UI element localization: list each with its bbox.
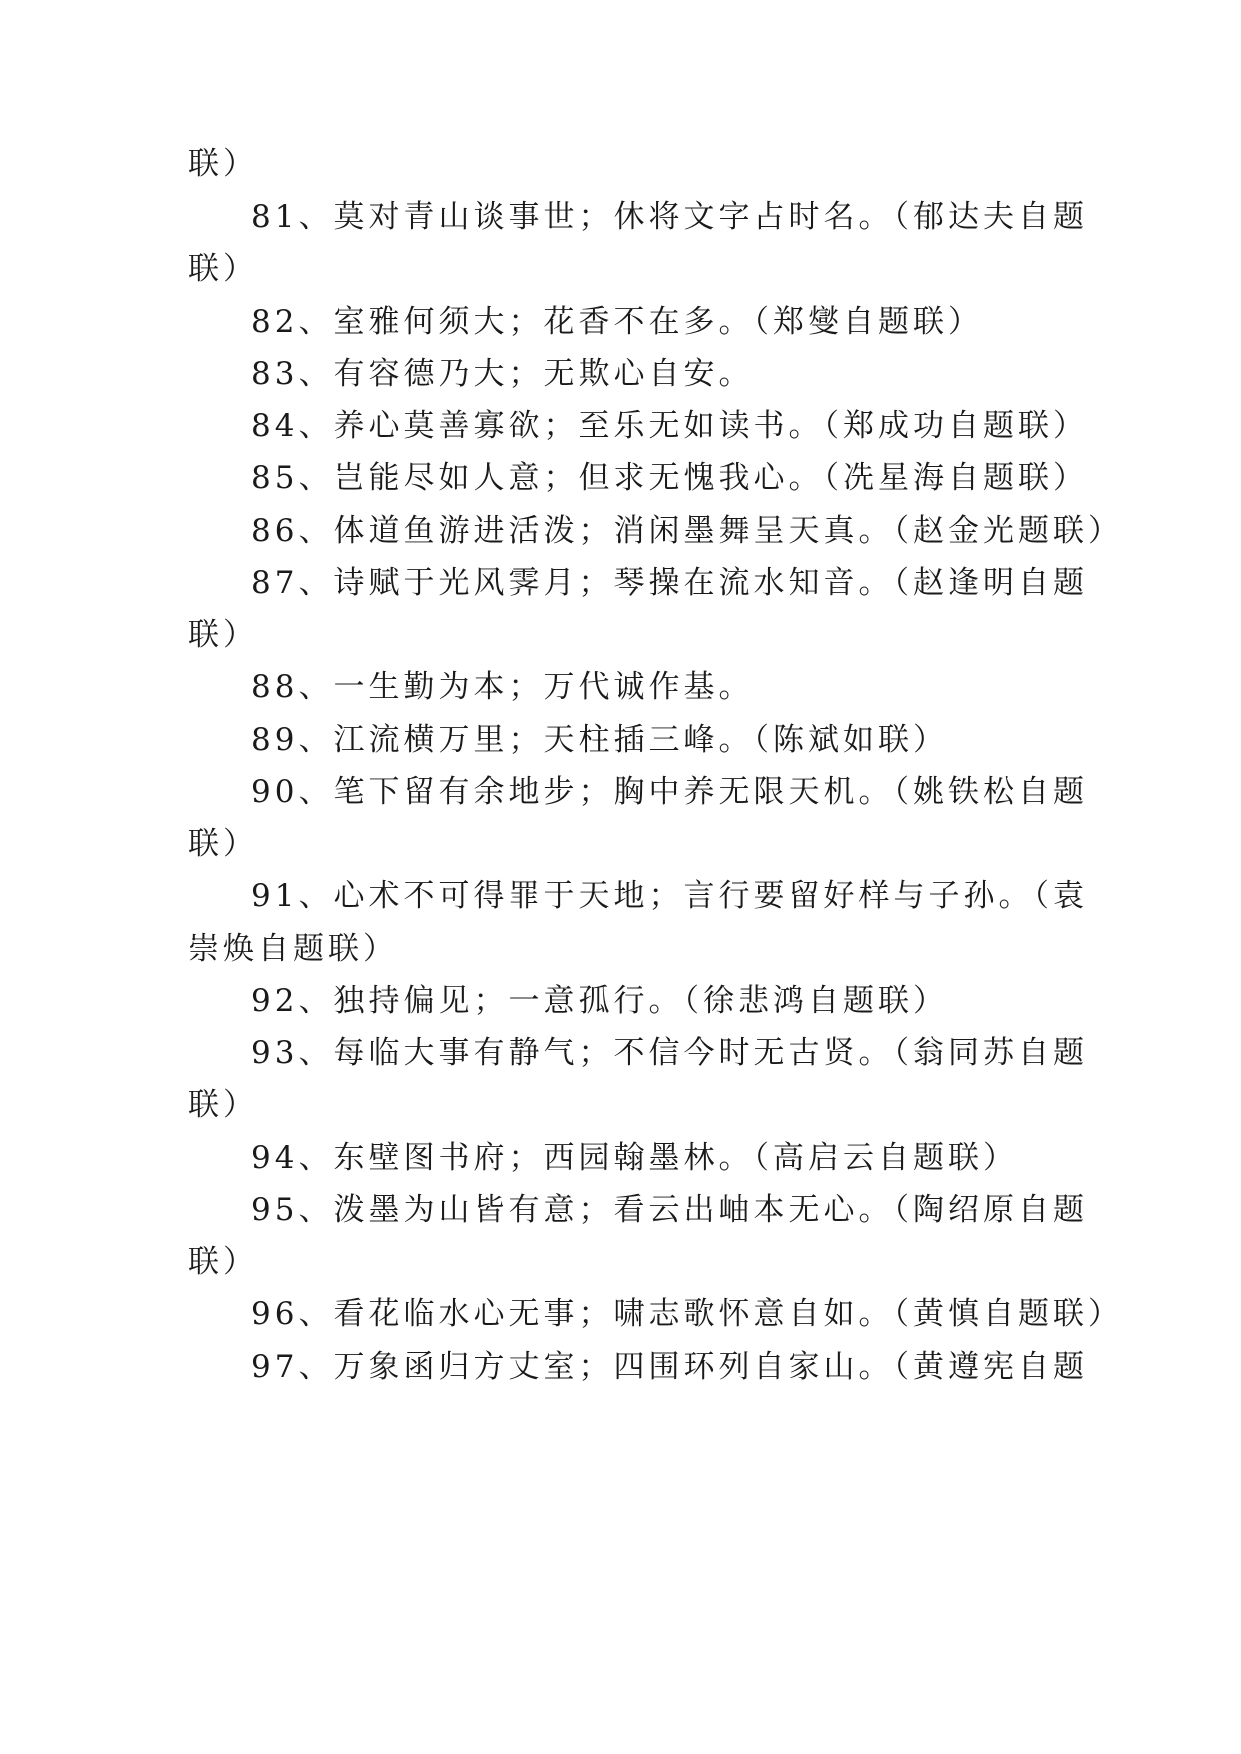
text-line: 联）: [188, 1244, 258, 1280]
text-line: 93、每临大事有静气；不信今时无古贤。（翁同苏自题: [251, 1035, 1088, 1071]
text-line: 94、东壁图书府；西园翰墨林。（高启云自题联）: [251, 1140, 1018, 1176]
text-line: 联）: [188, 617, 258, 653]
text-line: 83、有容德乃大；无欺心自安。: [251, 356, 754, 392]
text-line: 95、泼墨为山皆有意；看云出岫本无心。（陶绍原自题: [251, 1192, 1088, 1228]
text-line: 联）: [188, 146, 258, 182]
text-line: 97、万象函归方丈室；四围环列自家山。（黄遵宪自题: [251, 1349, 1088, 1385]
text-line: 91、心术不可得罪于天地；言行要留好样与子孙。（袁: [251, 878, 1088, 914]
text-line: 81、莫对青山谈事世；休将文字占时名。（郁达夫自题: [251, 199, 1088, 235]
text-line: 85、岂能尽如人意；但求无愧我心。（冼星海自题联）: [251, 460, 1088, 496]
text-line: 86、体道鱼游进活泼；消闲墨舞呈天真。（赵金光题联）: [251, 513, 1123, 549]
text-line: 90、笔下留有余地步；胸中养无限天机。（姚铁松自题: [251, 774, 1088, 810]
text-line: 联）: [188, 826, 258, 862]
text-line: 87、诗赋于光风霁月；琴操在流水知音。（赵逢明自题: [251, 565, 1088, 601]
text-line: 88、一生勤为本；万代诚作基。: [251, 669, 754, 705]
text-line: 89、江流横万里；天柱插三峰。（陈斌如联）: [251, 722, 948, 758]
text-line: 84、养心莫善寡欲；至乐无如读书。（郑成功自题联）: [251, 408, 1088, 444]
text-line: 联）: [188, 1087, 258, 1123]
text-line: 92、独持偏见；一意孤行。（徐悲鸿自题联）: [251, 983, 948, 1019]
text-line: 联）: [188, 251, 258, 287]
text-line: 96、看花临水心无事；啸志歌怀意自如。（黄慎自题联）: [251, 1296, 1123, 1332]
text-line: 崇焕自题联）: [188, 931, 398, 967]
text-line: 82、室雅何须大；花香不在多。（郑燮自题联）: [251, 304, 983, 340]
